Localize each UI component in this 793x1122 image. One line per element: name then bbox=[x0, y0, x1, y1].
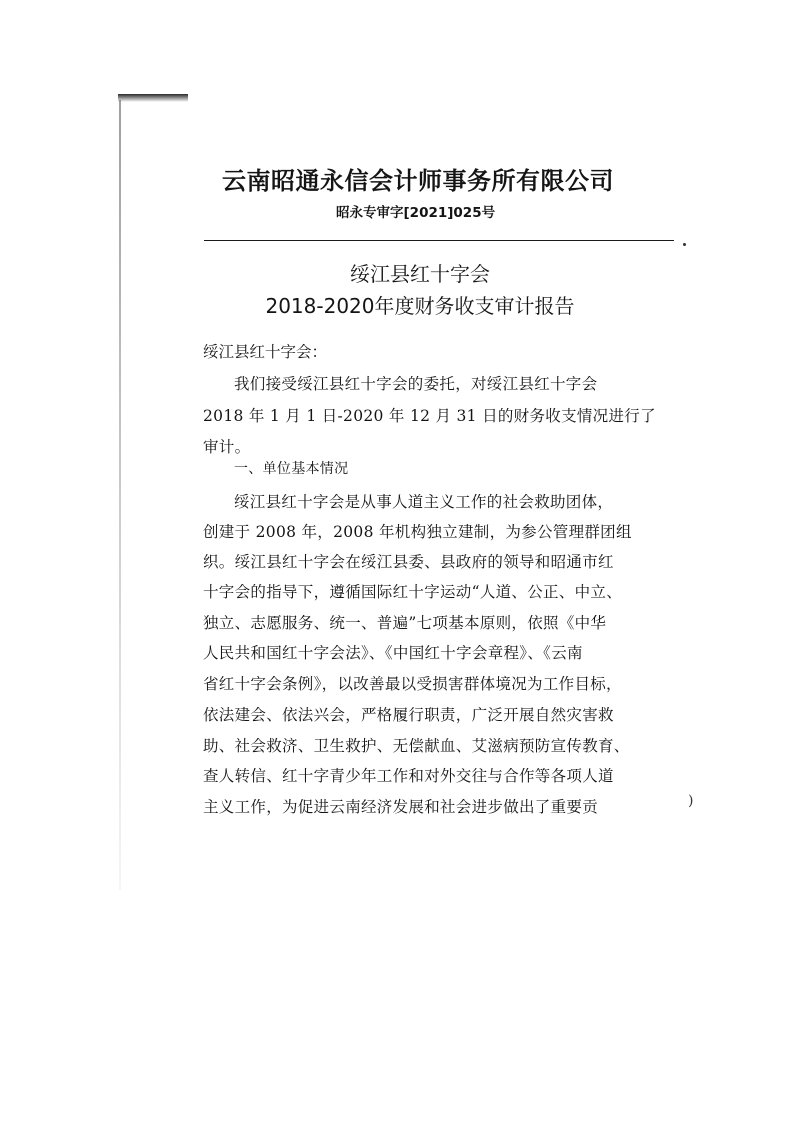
body-line: 人民共和国红十字会法》、《中国红十字会章程》、《云南 bbox=[203, 644, 583, 662]
body-line: 助、社会救济、卫生救护、无偿献血、艾滋病预防宣传教育、 bbox=[203, 737, 630, 755]
document-number: 昭永专审字[2021]025号 bbox=[336, 205, 496, 221]
report-title-organization: 绥江县红十字会 bbox=[350, 262, 490, 286]
body-line: 审计。 bbox=[203, 438, 251, 456]
header-divider bbox=[204, 240, 674, 241]
body-line: 依法建会、依法兴会，严格履行职责，广泛开展自然灾害救 bbox=[203, 706, 614, 724]
body-line: 十字会的指导下，遵循国际红十字运动“人道、公正、中立、 bbox=[203, 583, 623, 601]
body-line: 绥江县红十字会是从事人道主义工作的社会救助团体， bbox=[234, 493, 614, 511]
scan-speck bbox=[683, 243, 686, 246]
salutation: 绥江县红十字会： bbox=[203, 343, 328, 361]
body-line: 查人转信、红十字青少年工作和对外交往与合作等各项人道 bbox=[203, 767, 614, 785]
scan-shadow-left bbox=[119, 100, 121, 890]
body-line: 主义工作，为促进云南经济发展和社会进步做出了重要贡 bbox=[203, 798, 599, 816]
section-heading: 一、单位基本情况 bbox=[234, 461, 349, 477]
body-line: 省红十字会条例》，以改善最以受损害群体境况为工作目标， bbox=[203, 675, 622, 693]
body-line: 创建于 2008 年，2008 年机构独立建制，为参公管理群团组 bbox=[203, 523, 632, 541]
margin-mark: ) bbox=[688, 793, 694, 809]
body-line: 独立、志愿服务、统一、普遍”七项基本原则，依照《中华 bbox=[203, 614, 607, 632]
body-line: 我们接受绥江县红十字会的委托，对绥江县红十字会 bbox=[234, 375, 598, 393]
firm-name: 云南昭通永信会计师事务所有限公司 bbox=[222, 167, 614, 195]
body-line: 2018 年 1 月 1 日-2020 年 12 月 31 日的财务收支情况进行了 bbox=[203, 407, 656, 425]
report-title: 2018-2020年度财务收支审计报告 bbox=[265, 294, 575, 318]
body-line: 织。绥江县红十字会在绥江县委、县政府的领导和昭通市红 bbox=[203, 553, 614, 571]
scan-shadow-top bbox=[118, 94, 188, 102]
